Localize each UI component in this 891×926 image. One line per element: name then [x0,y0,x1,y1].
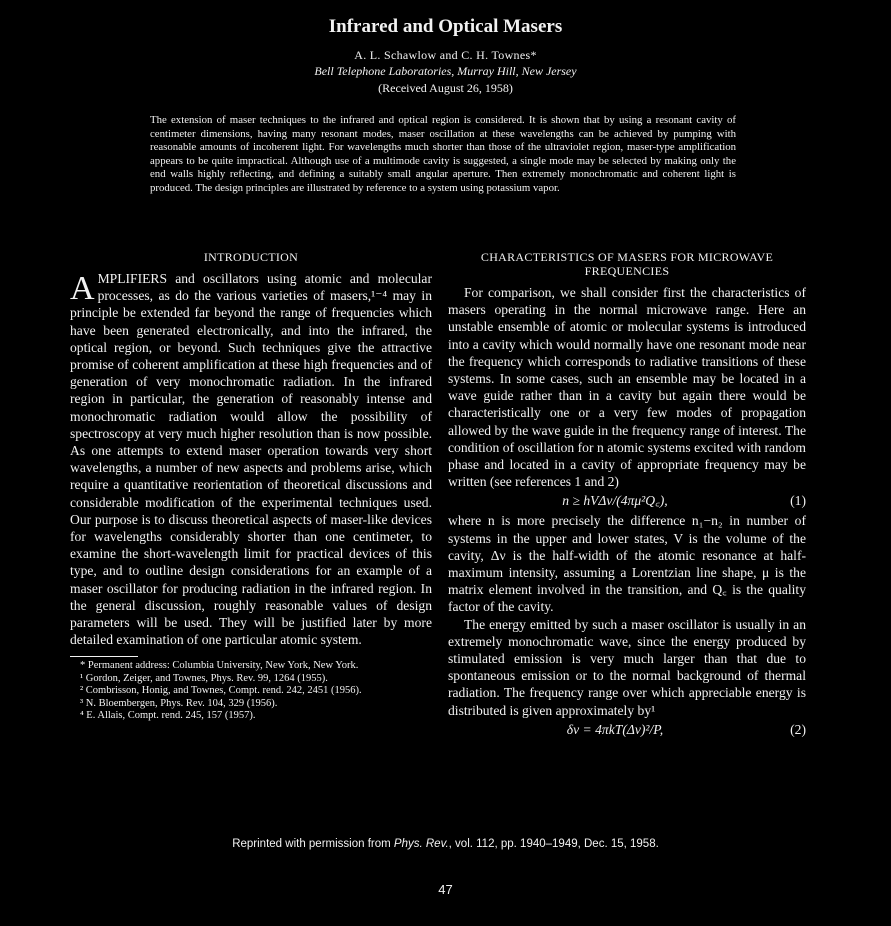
paper-title: Infrared and Optical Masers [328,16,563,37]
reprint-journal: Phys. Rev. [393,838,449,850]
footnotes [70,660,432,722]
footnote: ³ N. Bloembergen, Phys. Rev. 104, 329 (1956). [80,697,278,709]
body-paragraph: where n is more precisely the difference n₁−n₂ in number of systems in the upper and lower states, V is the volume of the cavity, Δν is the half-width of the atomic resonance at half-maximum intensity, assuming a Lorentzian line shape, μ is the matrix element involved in the transition, and Q꜀ is the quality factor of the cavity. [448,513,806,615]
equation-1 [448,492,806,510]
equation-2 [448,721,806,739]
introduction-paragraph [70,270,432,648]
equation-body: δν = 4πkT(Δν)²/P, [566,721,664,737]
body-paragraph: For comparison, we shall consider first the characteristics of masers operating in the normal microwave range. Here an unstable ensemble of atomic or molecular systems is introduced into a cavity which would normally have one resonant mode near the frequency which corresponds to radiative transitions of these systems. In some cases, such an ensemble may be located in a wave guide rather than in a cavity but again there would be characteristically one or a very few modes of propagation allowed by the wave guide in the frequency range of interest. The condition of oscillation for n atomic systems excited with random phase and located in a cavity of appropriate frequency may be written (see references 1 and 2) [448,285,806,490]
body-paragraph: The energy emitted by such a maser oscillator is usually in an extremely monochromatic wave, since the energy produced by stimulated emission is very much larger than that due to spontaneous emission or to the normal background of thermal radiation. The frequency range over which appreciable energy is distributed is given approximately by¹ [448,616,806,718]
equation-number: (1) [790,493,806,509]
footnote: ¹ Gordon, Zeiger, and Townes, Phys. Rev. 99, 1264 (1955). [80,672,328,684]
reprint-notice [0,838,891,850]
footnote: ² Combrisson, Honig, and Townes, Compt. rend. 242, 2451 (1956). [80,685,362,697]
paper-authors: A. L. Schawlow and C. H. Townes* [354,48,537,62]
abstract: The extension of maser techniques to the infrared and optical region is considered. It is shown that by using a resonant cavity of centimeter dimensions, having many resonant modes, maser oscillation at these wavelengths can be achieved by pumping with reasonable amounts of incoherent light. For wavelengths much shorter than those of the ultraviolet region, maser-type amplification appears to be quite impractical. Although use of a multimode cavity is suggested, a single mode may be selected by making only the end walls highly reflecting, and defining a suitably small angular aperture. Then extremely monochromatic and coherent light is produced. The design principles are illustrated by reference to a system using potassium vapor. [150,114,736,194]
reprint-suffix: , vol. 112, pp. 1940–1949, Dec. 15, 1958. [448,838,659,850]
footnote: ⁴ E. Allais, Compt. rend. 245, 157 (1957). [80,710,256,722]
footnote-rule [70,656,138,657]
right-column [448,250,806,741]
section-heading-introduction: INTRODUCTION [203,250,299,264]
introduction-text: MPLIFIERS and oscillators using atomic and molecular processes, as do the various varieties of masers,¹⁻⁴ may in principle be extended far beyond the range of frequencies which have been generated electronically, and into the infrared, the optical region, or beyond. Such techniques give the attractive promise of coherent amplification at these high frequencies and of generation of very monochromatic radiation. In the infrared region in particular, the generation of reasonably intense and monochromatic radiation would allow the possibility of spectroscopy at very much higher resolution than is now possible. As one attempts to extend maser operation towards very short wavelengths, a number of new aspects and problems arise, which require a quantitative reorientation of theoretical discussions and considerable modification of the experimental techniques used. Our purpose is to discuss theoretical aspects of maser-like devices for wavelengths considerably shorter than one centimeter, to examine the short-wavelength limit for practical devices of this type, and to outline design considerations for an example of a maser oscillator for producing radiation in the infrared region. In the general discussion, roughly reasonable values of design parameters will be used. They will be justified later by more detailed examination of one particular atomic system. [70,271,432,648]
page-number: 47 [438,882,453,897]
received-date: (Received August 26, 1958) [378,81,513,95]
equation-body: n ≥ hVΔν/(4πμ²Q꜀), [562,493,668,509]
equation-number: (2) [790,721,806,737]
left-column [70,250,432,723]
section-heading-microwave: CHARACTERISTICS OF MASERS FOR MICROWAVE FREQUENCIES [480,250,774,278]
reprint-prefix: Reprinted with permission from [232,838,394,850]
footnote: * Permanent address: Columbia University, New York, New York. [80,660,359,672]
author-affiliation: Bell Telephone Laboratories, Murray Hill, New Jersey [314,64,577,78]
drop-cap: A [70,270,95,307]
